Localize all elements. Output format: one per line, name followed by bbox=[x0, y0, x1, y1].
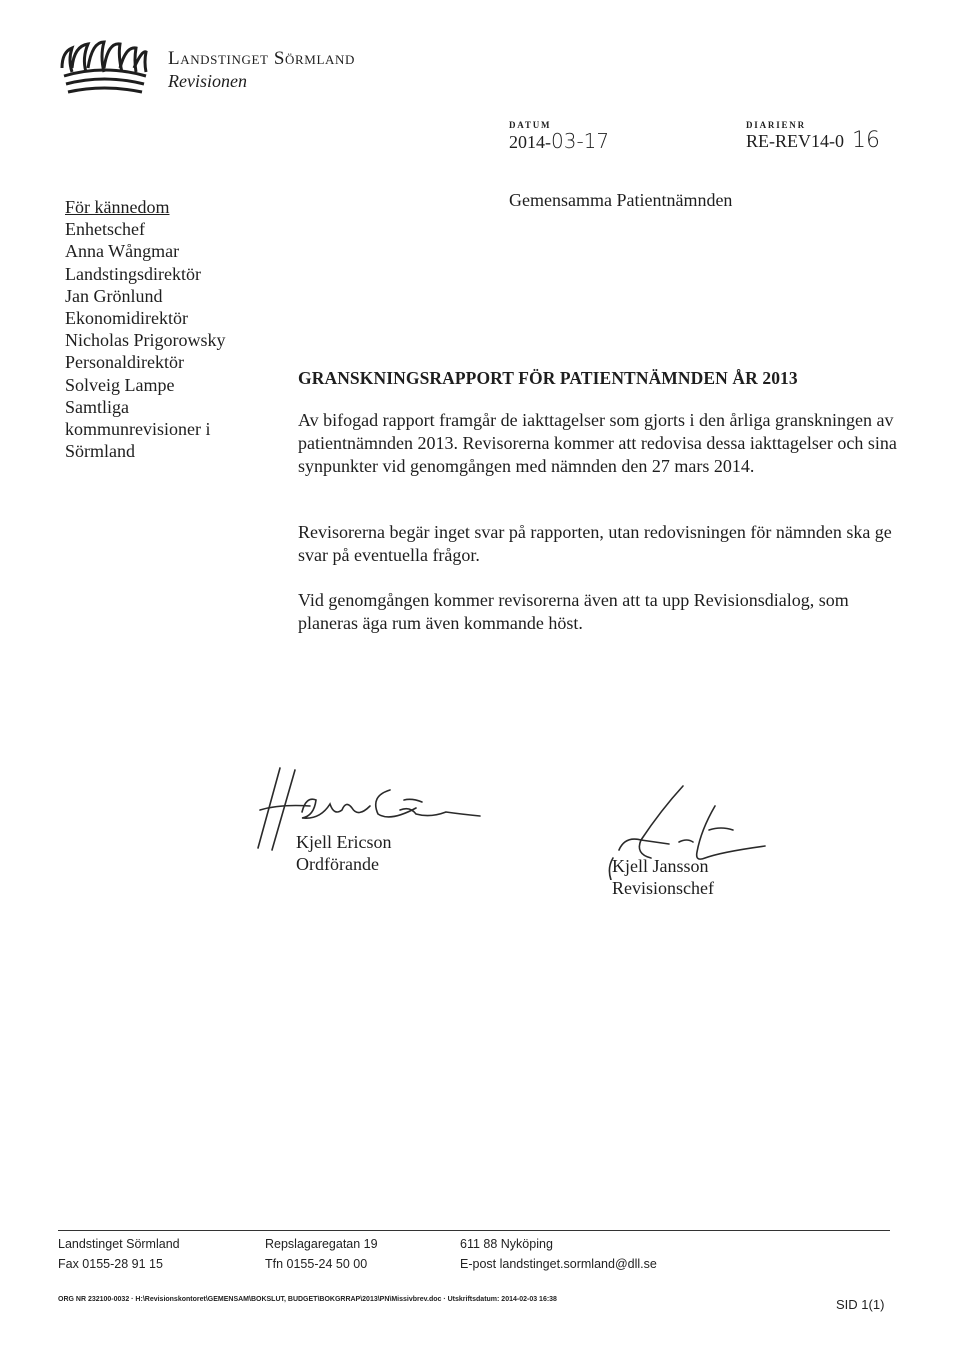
date-label: DATUM bbox=[509, 120, 552, 130]
organization-name: Landstinget Sörmland bbox=[168, 48, 355, 69]
diary-handwritten: 16 bbox=[852, 128, 880, 153]
department-name: Revisionen bbox=[168, 71, 247, 91]
recipient: Gemensamma Patientnämnden bbox=[509, 190, 733, 210]
distribution-line: Solveig Lampe bbox=[65, 374, 175, 395]
document-title: GRANSKNINGSRAPPORT FÖR PATIENTNÄMNDEN ÅR 2013 bbox=[298, 368, 798, 388]
footer-divider bbox=[58, 1230, 890, 1231]
signatory-name: Kjell Ericson bbox=[296, 832, 392, 852]
page-id: SID 1(1) bbox=[836, 1297, 885, 1312]
date-printed: 2014- bbox=[509, 132, 551, 152]
body-paragraph: Revisorerna begär inget svar på rapporten, utan redovisningen för nämnden ska ge svar på eventuella frågor. bbox=[298, 522, 892, 565]
footer-postal: 611 88 Nyköping bbox=[460, 1237, 553, 1251]
distribution-line: Personaldirektör bbox=[65, 352, 184, 373]
footer-email: E-post landstinget.sormland@dll.se bbox=[460, 1257, 657, 1271]
distribution-line: Enhetschef bbox=[65, 219, 145, 240]
signatory-role: Revisionschef bbox=[612, 878, 714, 898]
footer-org: Landstinget Sörmland bbox=[58, 1237, 180, 1251]
distribution-line: Nicholas Prigorowsky bbox=[65, 330, 226, 351]
crown-logo-icon bbox=[58, 38, 150, 96]
footer-fax: Fax 0155-28 91 15 bbox=[58, 1257, 163, 1271]
diary-number bbox=[746, 128, 880, 153]
distribution-list bbox=[65, 196, 226, 462]
footer-street: Repslagaregatan 19 bbox=[265, 1237, 378, 1251]
distribution-line: Jan Grönlund bbox=[65, 285, 163, 306]
diary-label: DIARIENR bbox=[746, 120, 806, 130]
distribution-line: Landstingsdirektör bbox=[65, 263, 201, 284]
distribution-line: Sörmland bbox=[65, 441, 135, 462]
distribution-line: kommunrevisioner i bbox=[65, 419, 211, 440]
distribution-heading: För kännedom bbox=[65, 197, 170, 217]
body-paragraph: Vid genomgången kommer revisorerna även att ta upp Revisionsdialog, som planeras äga rum även kommande höst. bbox=[298, 590, 849, 633]
signatory-role: Ordförande bbox=[296, 854, 379, 874]
distribution-line: Ekonomidirektör bbox=[65, 308, 188, 329]
date-handwritten: 03-17 bbox=[551, 129, 610, 153]
diary-printed: RE-REV14-0 bbox=[746, 131, 844, 151]
distribution-line: Samtliga bbox=[65, 396, 129, 417]
footer-reference: ORG NR 232100-0032 · H:\Revisionskontoret\GEMENSAM\BOKSLUT, BUDGET\BOKGRRAP\2013\PN\Missivbrev.doc · Utskriftsdatum: 2014-02-03 16:38 bbox=[58, 1296, 557, 1303]
footer-phone: Tfn 0155-24 50 00 bbox=[265, 1257, 368, 1271]
signatory-name: Kjell Jansson bbox=[612, 856, 709, 876]
date-value bbox=[509, 131, 609, 152]
distribution-line: Anna Wångmar bbox=[65, 241, 180, 262]
body-paragraph: Av bifogad rapport framgår de iakttagelser som gjorts i den årliga granskningen av patientnämnden 2013. Revisorerna kommer att redovisa dessa iakttagelser och sina synpunkter vid genomgången med nämnden den 27 mars 2014. bbox=[298, 410, 897, 476]
